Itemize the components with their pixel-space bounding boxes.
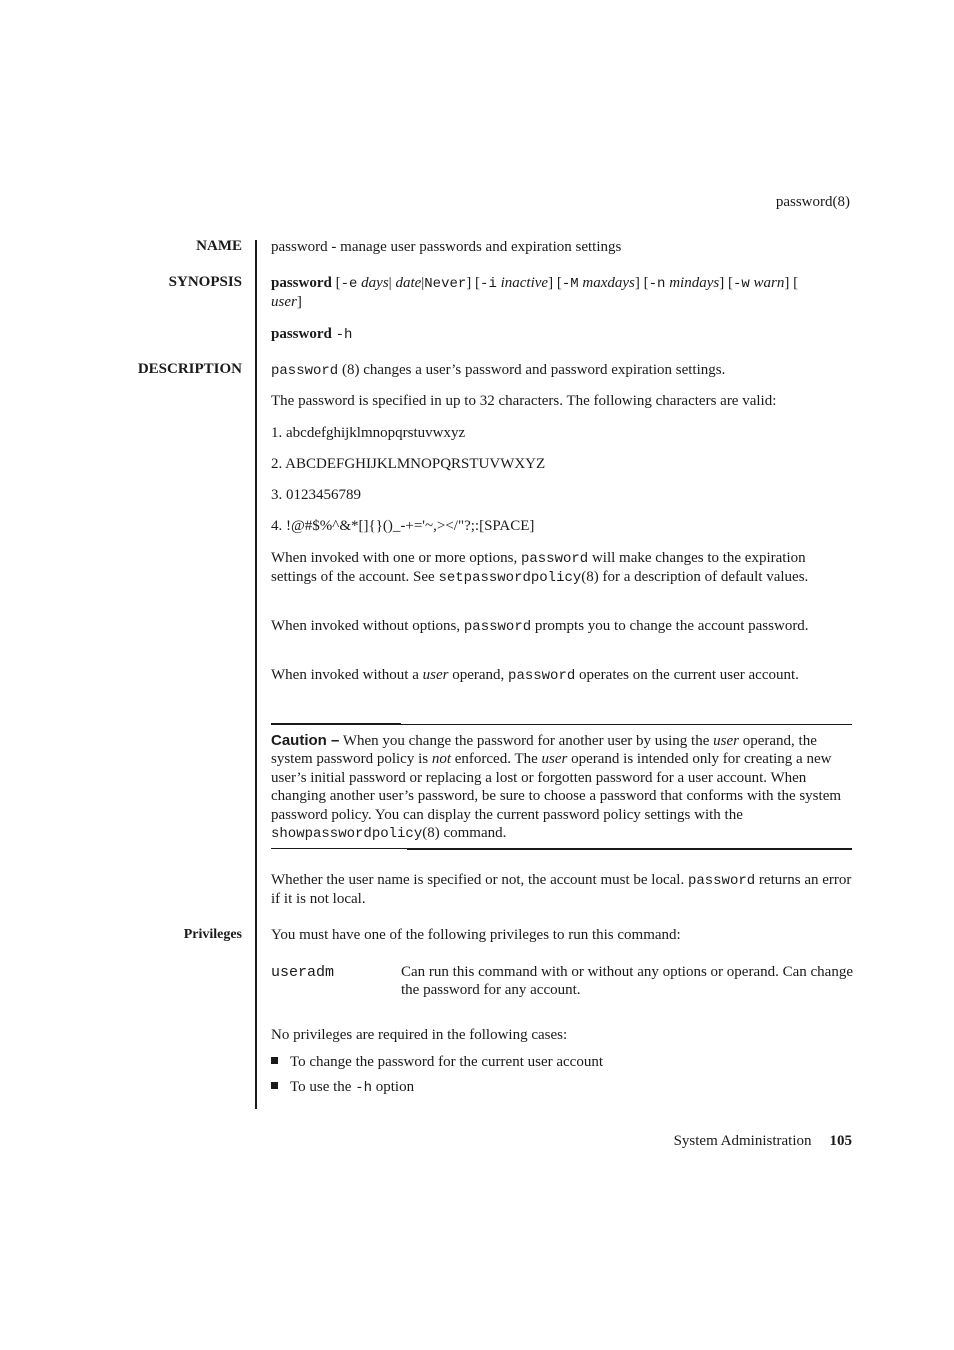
arg-warn: warn — [753, 275, 785, 291]
description-p6 — [271, 871, 853, 908]
opt-M: -M — [561, 276, 579, 292]
synopsis-line: password [-e days| date|Never] [-i inactive] [-M maxdays] [-n mindays] [-w warn] [ user] — [271, 275, 799, 310]
caution-bottom-rule-accent — [407, 848, 852, 850]
bullet-text-a: To use the — [290, 1079, 356, 1095]
p6-text-b: returns an error if it is not local. — [271, 872, 852, 907]
description-p3 — [271, 549, 853, 587]
list-item — [271, 1054, 603, 1071]
arg-never: Never — [424, 276, 467, 292]
synopsis-command: password — [271, 275, 332, 291]
caution-title: Caution – — [271, 732, 340, 749]
privilege-name: useradm — [271, 964, 335, 981]
privileges-none-intro: No privileges are required in the following cases: — [271, 1027, 568, 1043]
caution-user-2: user — [541, 751, 568, 768]
opt-n: -n — [648, 276, 666, 292]
p5-text-c: operates on the current user account. — [575, 667, 799, 683]
description-p5 — [271, 666, 853, 685]
p1-command: password — [271, 363, 339, 379]
arg-days: days — [361, 275, 389, 291]
footer-book-title: System Administration — [673, 1133, 812, 1149]
caution-text-e: (8) command. — [422, 825, 507, 842]
page-number: 105 — [829, 1133, 852, 1149]
p5-command: password — [508, 668, 576, 684]
opt-i: -i — [480, 276, 497, 292]
p5-text-b: operand, — [448, 667, 509, 683]
caution-user-1: user — [713, 733, 739, 749]
opt-e: -e — [340, 276, 358, 292]
caution-box — [271, 724, 852, 849]
char-list-item-3: 3. 0123456789 — [271, 487, 361, 503]
p3-reference: setpasswordpolicy — [438, 570, 582, 586]
caution-not: not — [431, 751, 451, 768]
caution-text-c: enforced. The — [451, 751, 542, 768]
char-list-item-2: 2. ABCDEFGHIJKLMNOPQRSTUVWXYZ — [271, 456, 546, 472]
opt-h: -h — [335, 327, 353, 343]
bullet-text: To change the password for the current user account — [290, 1054, 603, 1070]
p3-text-c: (8) for a description of default values. — [581, 569, 809, 585]
p4-text-b: prompts you to change the account password. — [531, 618, 809, 634]
synopsis-help-line — [271, 325, 853, 344]
arg-mindays: mindays — [669, 275, 720, 291]
section-label-privileges: Privileges — [183, 927, 242, 942]
synopsis-command-2: password — [271, 326, 332, 342]
caution-text — [271, 732, 852, 843]
caution-top-rule-accent — [271, 723, 401, 725]
p4-text-a: When invoked without options, — [271, 618, 464, 634]
p1-text: (8) changes a user’s password and password expiration settings. — [338, 362, 726, 378]
bullet-square-icon — [271, 1057, 278, 1064]
arg-inactive: inactive — [500, 275, 549, 291]
arg-user: user — [271, 294, 297, 310]
caution-reference: showpasswordpolicy — [271, 826, 423, 843]
p3-text-b: will make changes to the expiration settings of the account. See — [271, 550, 806, 585]
description-p2: The password is specified in up to 32 characters. The following characters are valid: — [271, 393, 777, 409]
p3-text-a: When invoked with one or more options, — [271, 550, 521, 566]
bullet-square-icon — [271, 1082, 278, 1089]
bullet-option: -h — [355, 1080, 372, 1096]
p3-command: password — [520, 551, 589, 567]
opt-w: -w — [732, 276, 750, 292]
caution-text-a: When you change the password for another user by using the — [339, 733, 714, 749]
name-text: password - manage user passwords and expiration settings — [271, 239, 622, 255]
char-list-item-1: 1. abcdefghijklmnopqrstuvwxyz — [271, 425, 466, 441]
p5-text-a: When invoked without a — [271, 667, 423, 683]
caution-text-b: operand, the system password policy is — [271, 733, 817, 768]
p4-command: password — [463, 619, 532, 635]
list-item — [271, 1079, 414, 1096]
page-footer — [674, 1133, 852, 1150]
section-label-synopsis: SYNOPSIS — [168, 274, 242, 290]
p5-user: user — [422, 667, 449, 683]
privileges-intro: You must have one of the following privileges to run this command: — [271, 927, 681, 943]
running-header: password(8) — [775, 194, 850, 210]
p6-text-a: Whether the user name is specified or not, the account must be local. — [271, 872, 688, 888]
description-p1 — [271, 361, 853, 380]
privilege-description: Can run this command with or without any options or operand. Can change the password for any account. — [401, 964, 853, 998]
caution-text-d: operand is intended only for creating a new user’s initial password or replacing a lost or forgotten password for a user account. When changing another user’s password, be sure to choose a password that conforms with the system password policy. You can display the current password policy settings with the — [271, 751, 842, 823]
arg-date: date — [395, 275, 422, 291]
section-rule — [255, 240, 257, 1109]
section-label-name: NAME — [196, 238, 242, 254]
p6-command: password — [687, 873, 756, 889]
bullet-text-b: option — [372, 1079, 415, 1095]
char-list-item-4: 4. !@#$%^&*[]{}()_-+='~,></"?;:[SPACE] — [271, 518, 535, 534]
description-p4 — [271, 617, 853, 636]
arg-maxdays: maxdays — [582, 275, 635, 291]
section-label-description: DESCRIPTION — [137, 361, 242, 377]
